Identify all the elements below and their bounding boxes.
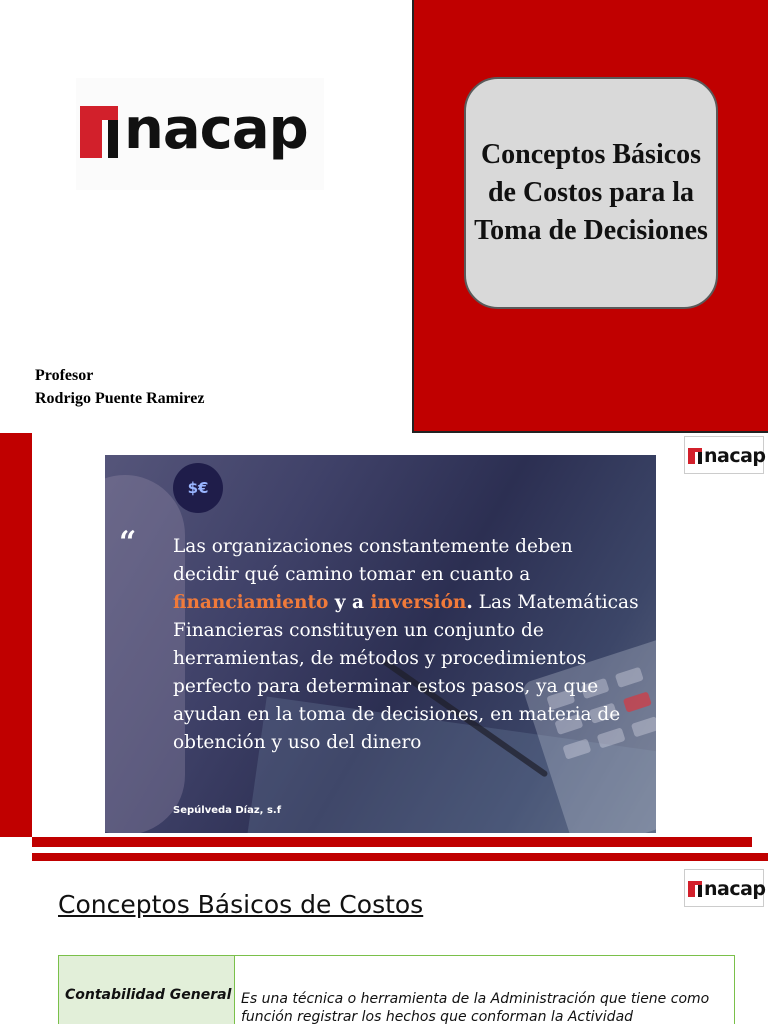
inacap-logo-small [684,869,764,907]
slide-title [0,0,768,433]
slide-concepts [0,866,768,1024]
quote-text-part2: Las Matemáticas Financieras constituyen un conjunto de herramientas, de métodos y procedimientos perfecto para determinar estos pasos, ya que ayudan en la toma de decisiones, en materia de obtención y uso del dinero [173,592,639,753]
quote-author: Sepúlveda Díaz, s.f [173,805,282,816]
inacap-logo-small [684,436,764,474]
title-box [464,77,718,309]
quote-connector: y a [328,592,371,613]
quote-highlight-inversion: inversión [370,592,467,613]
section-title: Conceptos Básicos de Costos [58,890,424,919]
concepts-table-row [58,955,735,1024]
quote-highlight-financiamiento: financiamiento [173,592,329,613]
bottom-red-bar-2 [32,853,768,861]
professor-label: Profesor [35,367,94,384]
term-cell [59,956,235,1024]
quote-image [105,455,656,833]
quote-mark: “ [119,525,137,560]
inacap-logo-text: nacap [704,445,766,467]
inacap-logo-mark-icon [80,106,118,158]
currency-exchange-icon: $€ [173,463,223,513]
presentation-title: Conceptos Básicos de Costos para la Toma de Decisiones [474,139,708,246]
quote-text-part1: Las organizaciones constantemente deben decidir qué camino tomar en cuanto a [173,536,573,585]
professor-block [35,364,204,410]
professor-name: Rodrigo Puente Ramirez [35,390,205,407]
bottom-red-bar [32,837,752,847]
left-red-bar [0,433,32,837]
inacap-logo-text: nacap [704,878,766,900]
quote-period: . [466,592,473,613]
term-text: Contabilidad General [65,987,232,1003]
definition-text: Es una técnica o herramienta de la Administración que tiene como función registrar los hechos que conforman la Actividad [241,991,710,1024]
definition-cell [235,956,734,1024]
slide-quote [0,433,768,853]
inacap-logo-text: nacap [124,97,308,162]
quote-text [173,533,643,757]
inacap-logo [76,78,324,190]
